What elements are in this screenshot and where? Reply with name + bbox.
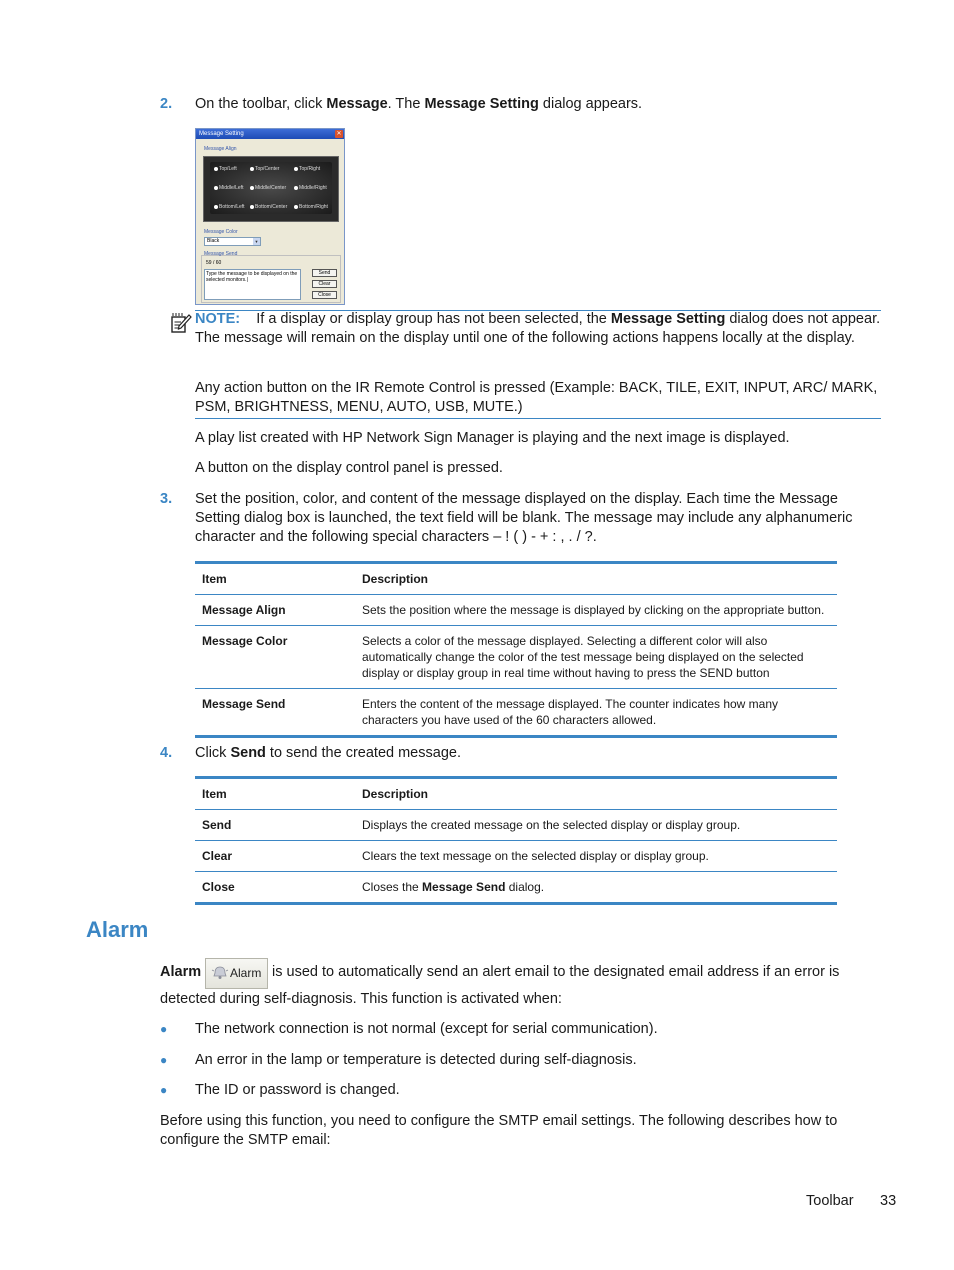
note-label: NOTE: — [195, 311, 241, 327]
message-textarea: Type the message to be displayed on the selected monitors.| — [204, 269, 301, 300]
message-color-select: Black ▼ — [204, 237, 261, 246]
paragraph-control-panel: A button on the display control panel is pressed. — [195, 460, 503, 476]
cell-description: Enters the content of the message displayed. The counter indicates how many characters you have used of the 60 characters allowed. — [362, 697, 779, 727]
send-actions-table — [195, 776, 837, 905]
alarm-intro-line-1: is used to automatically send an alert email to the designated email address if an error is — [272, 964, 840, 980]
alarm-closing-paragraph: Before using this function, you need to configure the SMTP email settings. The following describes how to configure the SMTP email: — [160, 1113, 838, 1148]
alarm-lead-bold: Alarm — [160, 964, 202, 980]
bullet-item: The network connection is not normal (except for serial communication). — [195, 1021, 658, 1037]
message-send-label: Message Send — [204, 251, 238, 257]
character-counter: 59 / 60 — [206, 260, 222, 266]
message-setting-table — [195, 561, 837, 738]
send-button: Send — [312, 269, 337, 277]
bullet-icon: ● — [160, 1083, 168, 1097]
radio-middle-right: Middle/Right — [294, 185, 327, 191]
cell-item: Close — [202, 880, 235, 894]
step-number-3: 3. — [160, 491, 173, 507]
cell-item: Message Color — [202, 634, 288, 648]
cell-description: Clears the text message on the selected display or display group. — [362, 849, 709, 863]
cell-item: Clear — [202, 849, 233, 863]
step-2-text: On the toolbar, click Message. The Message Setting dialog appears. — [195, 96, 643, 112]
footer-section-name: Toolbar — [806, 1193, 854, 1209]
table-row — [195, 626, 837, 689]
table-row — [195, 689, 837, 737]
dialog-title: Message Setting ✕ — [196, 129, 344, 139]
message-setting-dialog-screenshot — [195, 128, 345, 305]
cell-description: Selects a color of the message displayed. Selecting a different color will also automatically change the color of the test message being displayed on the selected display or display group in real time without having to press the SEND button — [362, 634, 804, 680]
page-number: 33 — [880, 1193, 897, 1209]
bullet-icon: ● — [160, 1022, 168, 1036]
radio-bottom-center: Bottom/Center — [250, 204, 287, 210]
step-number-4: 4. — [160, 745, 173, 761]
cell-item: Send — [202, 818, 232, 832]
note-icon — [170, 312, 192, 334]
step-number-2: 2. — [160, 96, 173, 112]
radio-middle-center: Middle/Center — [250, 185, 286, 191]
paragraph-playlist: A play list created with HP Network Sign Manager is playing and the next image is displayed. — [195, 430, 790, 446]
radio-bottom-left: Bottom/Left — [214, 204, 245, 210]
cell-description: Displays the created message on the selected display or display group. — [362, 818, 741, 832]
clear-button: Clear — [312, 280, 337, 288]
alarm-button-label: Alarm — [230, 966, 262, 980]
table-row — [195, 872, 837, 904]
column-header-description: Description — [362, 572, 429, 586]
table-row — [195, 841, 837, 872]
cell-item: Message Align — [202, 603, 286, 617]
radio-top-right: Top/Right — [294, 166, 320, 172]
note-bottom-rule — [195, 418, 881, 419]
cell-description: Sets the position where the message is displayed by clicking on the appropriate button. — [362, 603, 825, 617]
table-row — [195, 810, 837, 841]
step-4-text: Click Send to send the created message. — [195, 745, 461, 761]
note-paragraph-2: Any action button on the IR Remote Control is pressed (Example: BACK, TILE, EXIT, INPUT, ARC/ MARK, PSM, BRIGHTNESS, MENU, AUTO, USB, MUTE.) — [195, 380, 878, 415]
table-header-row — [195, 563, 837, 595]
close-button: Close — [312, 291, 337, 299]
column-header-item: Item — [202, 787, 227, 801]
chevron-down-icon: ▼ — [254, 239, 259, 244]
step-3-text: Set the position, color, and content of the message displayed on the display. Each time the Message Setting dialog box is launched, the text field will be blank. The message may include any alphanumeric character and the following special characters – ! ( ) - + : , . / ?. — [195, 491, 853, 545]
radio-top-left: Top/Left — [214, 166, 237, 172]
close-icon: ✕ — [336, 131, 342, 137]
note-paragraph: NOTE: If a display or display group has not been selected, the Message Setting dialog does not appear. The message will remain on the display until one of the following actions happens locally at the display. — [195, 311, 881, 346]
bullet-icon: ● — [160, 1053, 168, 1067]
section-heading-alarm: Alarm — [86, 917, 149, 942]
bullet-item: An error in the lamp or temperature is detected during self-diagnosis. — [195, 1052, 637, 1068]
table-header-row — [195, 778, 837, 810]
radio-bottom-right: Bottom/Right — [294, 204, 328, 210]
column-header-item: Item — [202, 572, 227, 586]
bullet-item: The ID or password is changed. — [195, 1082, 400, 1098]
table-row — [195, 595, 837, 626]
cell-item: Message Send — [202, 697, 286, 711]
message-color-label: Message Color — [204, 229, 238, 235]
alarm-bell-icon — [211, 966, 229, 980]
alarm-toolbar-button-image — [205, 958, 268, 989]
align-panel — [203, 156, 339, 222]
column-header-description: Description — [362, 787, 429, 801]
message-align-label: Message Align — [204, 146, 237, 152]
alarm-intro-line-2: detected during self-diagnosis. This function is activated when: — [160, 991, 562, 1007]
radio-top-center: Top/Center — [250, 166, 279, 172]
cell-description: Closes the Message Send dialog. — [362, 880, 545, 894]
radio-middle-left: Middle/Left — [214, 185, 243, 191]
